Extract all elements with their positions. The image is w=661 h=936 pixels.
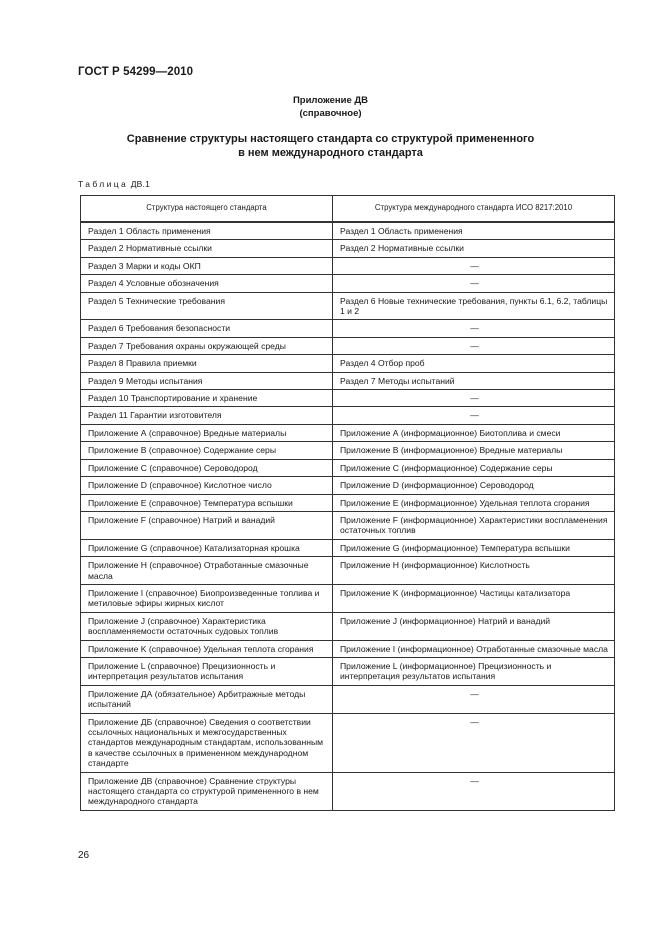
cell-national-structure: Раздел 2 Нормативные ссылки: [81, 240, 333, 257]
cell-national-structure: Раздел 6 Требования безопасности: [81, 320, 333, 337]
cell-international-structure: Приложение F (информационное) Характеристики воспламенения остаточных топлив: [333, 511, 615, 539]
cell-national-structure: Приложение ДВ (справочное) Сравнение структуры настоящего стандарта со структурой примененного в нем международного стандарта: [81, 772, 333, 810]
cell-international-structure: —: [333, 407, 615, 424]
cell-national-structure: Раздел 7 Требования охраны окружающей среды: [81, 337, 333, 354]
cell-national-structure: Приложение Н (справочное) Отработанные смазочные масла: [81, 557, 333, 585]
section-title-line: Сравнение структуры настоящего стандарта со структурой примененного: [126, 133, 535, 145]
cell-national-structure: Раздел 1 Область применения: [81, 222, 333, 240]
column-header-international: Структура международного стандарта ИСО 8217:2010: [333, 196, 615, 223]
table-row: [81, 557, 615, 585]
table-row: [81, 657, 615, 685]
cell-national-structure: Раздел 9 Методы испытания: [81, 372, 333, 389]
document-code: ГОСТ Р 54299—2010: [78, 66, 194, 78]
cell-international-structure: Раздел 6 Новые технические требования, пункты 6.1, 6.2, таблицы 1 и 2: [333, 292, 615, 320]
table-row: [81, 355, 615, 372]
cell-national-structure: Приложение В (справочное) Содержание серы: [81, 442, 333, 459]
cell-national-structure: Раздел 11 Гарантии изготовителя: [81, 407, 333, 424]
cell-international-structure: Раздел 2 Нормативные ссылки: [333, 240, 615, 257]
table-caption: [78, 179, 150, 189]
table-row: [81, 685, 615, 713]
cell-international-structure: Приложение G (информационное) Температура вспышки: [333, 539, 615, 556]
cell-national-structure: Приложение L (справочное) Прецизионность и интерпретация результатов испытания: [81, 657, 333, 685]
section-title-line: в нем международного стандарта: [238, 147, 423, 159]
cell-international-structure: —: [333, 337, 615, 354]
cell-national-structure: Приложение K (справочное) Удельная теплота сгорания: [81, 640, 333, 657]
table-row: [81, 275, 615, 292]
cell-national-structure: Раздел 4 Условные обозначения: [81, 275, 333, 292]
cell-international-structure: —: [333, 275, 615, 292]
cell-international-structure: —: [333, 257, 615, 274]
cell-international-structure: Приложение А (информационное) Биотоплива и смеси: [333, 424, 615, 441]
cell-national-structure: Раздел 10 Транспортирование и хранение: [81, 390, 333, 407]
cell-national-structure: Приложение ДА (обязательное) Арбитражные методы испытаний: [81, 685, 333, 713]
table-row: [81, 772, 615, 810]
cell-international-structure: Раздел 7 Методы испытаний: [333, 372, 615, 389]
cell-national-structure: Приложение F (справочное) Натрий и ванадий: [81, 511, 333, 539]
cell-national-structure: Раздел 8 Правила приемки: [81, 355, 333, 372]
cell-international-structure: Приложение J (информационное) Натрий и ванадий: [333, 612, 615, 640]
table-row: [81, 372, 615, 389]
cell-international-structure: Раздел 1 Область применения: [333, 222, 615, 240]
appendix-title: Приложение ДВ: [292, 95, 369, 106]
table-row: [81, 337, 615, 354]
cell-national-structure: Раздел 3 Марки и коды ОКП: [81, 257, 333, 274]
cell-international-structure: Приложение Н (информационное) Кислотность: [333, 557, 615, 585]
table-row: [81, 407, 615, 424]
table-row: [81, 511, 615, 539]
table-row: [81, 713, 615, 772]
table-row: [81, 539, 615, 556]
table-row: [81, 612, 615, 640]
cell-national-structure: Приложение С (справочное) Сероводород: [81, 459, 333, 476]
table-row: [81, 640, 615, 657]
cell-international-structure: Приложение В (информационное) Вредные материалы: [333, 442, 615, 459]
cell-national-structure: Приложение I (справочное) Биопроизведенные топлива и метиловые эфиры жирных кислот: [81, 584, 333, 612]
page-number: 26: [78, 850, 90, 861]
cell-international-structure: —: [333, 713, 615, 772]
table-row: [81, 459, 615, 476]
column-header-national: Структура настоящего стандарта: [81, 196, 333, 223]
table-row: [81, 390, 615, 407]
table-row: [81, 477, 615, 494]
table-row: [81, 292, 615, 320]
cell-international-structure: Приложение I (информационное) Отработанные смазочные масла: [333, 640, 615, 657]
table-row: [81, 320, 615, 337]
table-row: [81, 222, 615, 240]
cell-international-structure: Приложение K (информационное) Частицы катализатора: [333, 584, 615, 612]
table-body: [81, 222, 615, 810]
table-row: [81, 494, 615, 511]
cell-national-structure: Приложение ДБ (справочное) Сведения о соответствии ссылочных национальных и межгосударственных стандартов международным стандартам, использованным в качестве ссылочных в примененном международном стандарте: [81, 713, 333, 772]
cell-national-structure: Раздел 5 Технические требования: [81, 292, 333, 320]
cell-international-structure: —: [333, 320, 615, 337]
cell-national-structure: Приложение Е (справочное) Температура вспышки: [81, 494, 333, 511]
cell-international-structure: Раздел 4 Отбор проб: [333, 355, 615, 372]
cell-national-structure: Приложение А (справочное) Вредные материалы: [81, 424, 333, 441]
table-header-row: [81, 196, 615, 223]
section-title: [0, 132, 661, 160]
table-row: [81, 584, 615, 612]
cell-international-structure: Приложение L (информационное) Прецизионность и интерпретация результатов испытания: [333, 657, 615, 685]
cell-international-structure: Приложение Е (информационное) Удельная теплота сгорания: [333, 494, 615, 511]
cell-international-structure: —: [333, 772, 615, 810]
cell-national-structure: Приложение D (справочное) Кислотное число: [81, 477, 333, 494]
table-row: [81, 257, 615, 274]
cell-international-structure: —: [333, 685, 615, 713]
table-caption-prefix: Таблица: [78, 179, 129, 189]
cell-international-structure: Приложение С (информационное) Содержание серы: [333, 459, 615, 476]
table-row: [81, 424, 615, 441]
cell-national-structure: Приложение J (справочное) Характеристика воспламеняемости остаточных судовых топлив: [81, 612, 333, 640]
cell-international-structure: Приложение D (информационное) Сероводород: [333, 477, 615, 494]
comparison-table: [80, 195, 615, 811]
table-caption-number: ДВ.1: [130, 179, 151, 189]
cell-international-structure: —: [333, 390, 615, 407]
appendix-subtitle: (справочное): [299, 108, 362, 119]
table-row: [81, 240, 615, 257]
cell-national-structure: Приложение G (справочное) Катализаторная крошка: [81, 539, 333, 556]
table-row: [81, 442, 615, 459]
